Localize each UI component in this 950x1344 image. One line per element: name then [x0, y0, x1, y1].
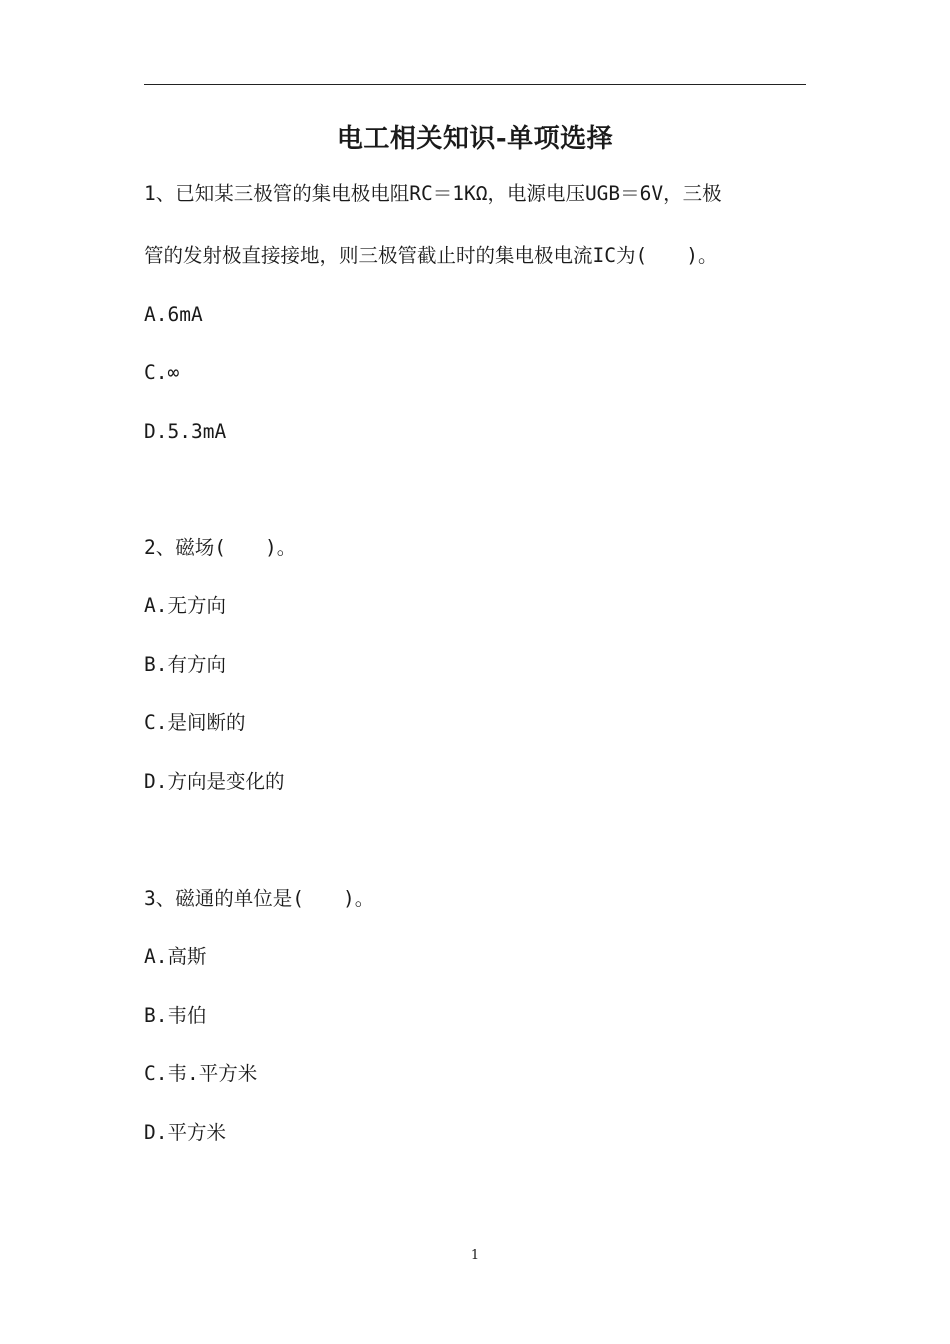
question-2-option-a: A.无方向: [144, 594, 226, 617]
question-2-option-b: B.有方向: [144, 653, 226, 676]
page-number: 1: [470, 1248, 480, 1263]
question-3-option-d: D.平方米: [144, 1121, 226, 1144]
question-3-option-a: A.高斯: [144, 945, 207, 968]
question-2-text: 2、磁场( )。: [144, 536, 297, 559]
question-3-option-b: B.韦伯: [144, 1004, 207, 1027]
question-3-option-c: C.韦.平方米: [144, 1062, 258, 1085]
question-2-option-c: C.是间断的: [144, 711, 246, 734]
question-1-option-a: A.6mA: [144, 303, 203, 326]
question-2-option-d: D.方向是变化的: [144, 770, 285, 793]
question-1-option-c: C.∞: [144, 361, 180, 384]
question-1-text-line-2: 管的发射极直接接地，则三极管截止时的集电极电流IC为( )。: [144, 244, 718, 267]
question-3-text: 3、磁通的单位是( )。: [144, 887, 375, 910]
question-1-text-line-1: 1、已知某三极管的集电极电阻RC＝1KΩ，电源电压UGB＝6V，三极: [144, 182, 722, 205]
header-rule: [144, 84, 806, 85]
question-1-option-d: D.5.3mA: [144, 420, 227, 443]
page-title: 电工相关知识-单项选择: [336, 124, 614, 154]
